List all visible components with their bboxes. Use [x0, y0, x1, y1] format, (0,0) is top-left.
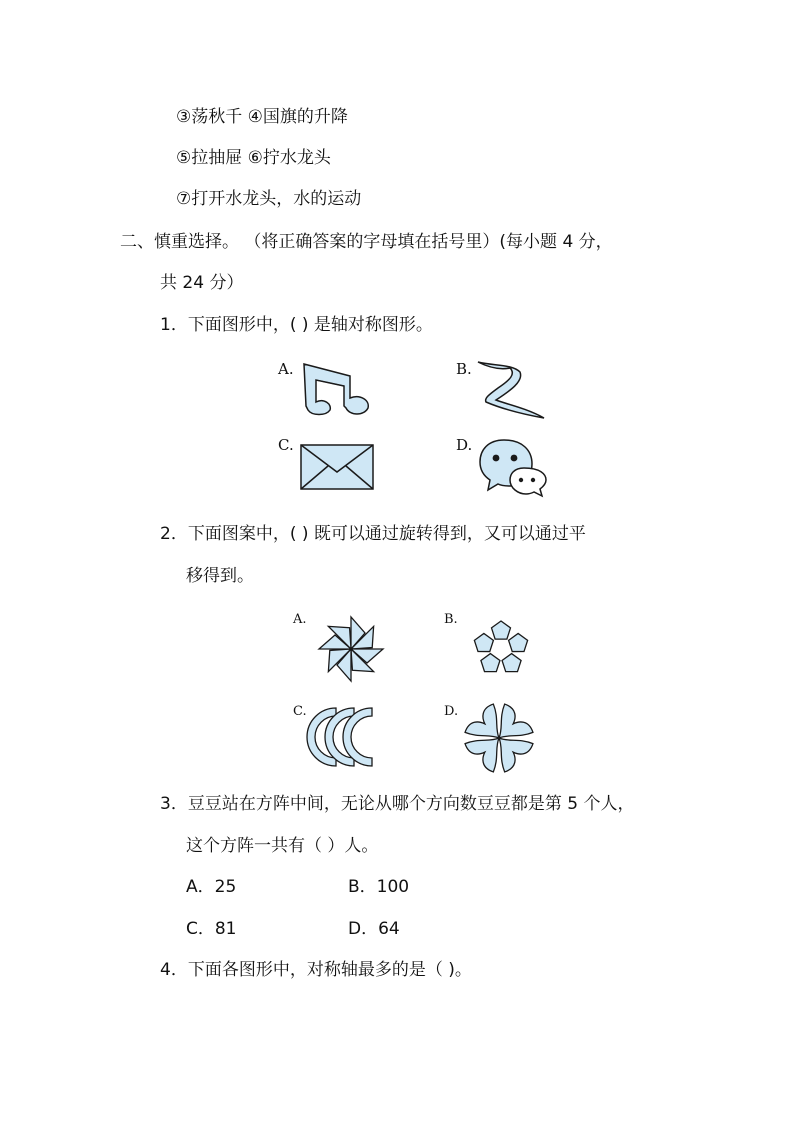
- option-label: C.: [278, 436, 294, 454]
- choice-b: B．100: [348, 877, 410, 897]
- choice-a: A．25: [186, 877, 237, 897]
- option-label: B.: [456, 360, 472, 378]
- envelope-icon: [300, 444, 374, 490]
- option-label: C.: [293, 704, 307, 719]
- choice-c: C．81: [186, 919, 237, 939]
- list-item: ⑤拉抽屉 ⑥拧水龙头: [176, 148, 331, 168]
- heart-clover-icon: [468, 707, 530, 769]
- zigzag-icon: [476, 360, 548, 420]
- option-label: D.: [444, 704, 459, 719]
- section-heading: 二、慎重选择。 （将正确答案的字母填在括号里）(每小题 4 分，: [120, 232, 613, 252]
- question-1: 1．下面图形中，( ) 是轴对称图形。: [160, 315, 433, 335]
- crescents-icon: [314, 706, 386, 768]
- option-label: D.: [456, 436, 473, 454]
- question-4: 4．下面各图形中，对称轴最多的是（ )。: [160, 960, 472, 980]
- question-2: 2．下面图案中，( ) 既可以通过旋转得到，又可以通过平: [160, 524, 586, 544]
- wechat-icon: [476, 436, 548, 500]
- list-item: ⑦打开水龙头，水的运动: [176, 189, 362, 209]
- option-label: B.: [444, 612, 458, 627]
- option-label: A.: [293, 612, 307, 627]
- question-3-continued: 这个方阵一共有（ ）人。: [186, 836, 379, 856]
- question-3: 3．豆豆站在方阵中间，无论从哪个方向数豆豆都是第 5 个人，: [160, 794, 635, 814]
- question-2-continued: 移得到。: [186, 566, 254, 586]
- pinwheel-icon: [316, 614, 386, 684]
- section-heading-continued: 共 24 分）: [160, 273, 244, 293]
- list-item: ③荡秋千 ④国旗的升降: [176, 107, 348, 127]
- choice-d: D．64: [348, 919, 400, 939]
- pentagon-flower-icon: [468, 618, 534, 680]
- music-note-icon: [298, 360, 378, 418]
- option-label: A.: [278, 360, 294, 378]
